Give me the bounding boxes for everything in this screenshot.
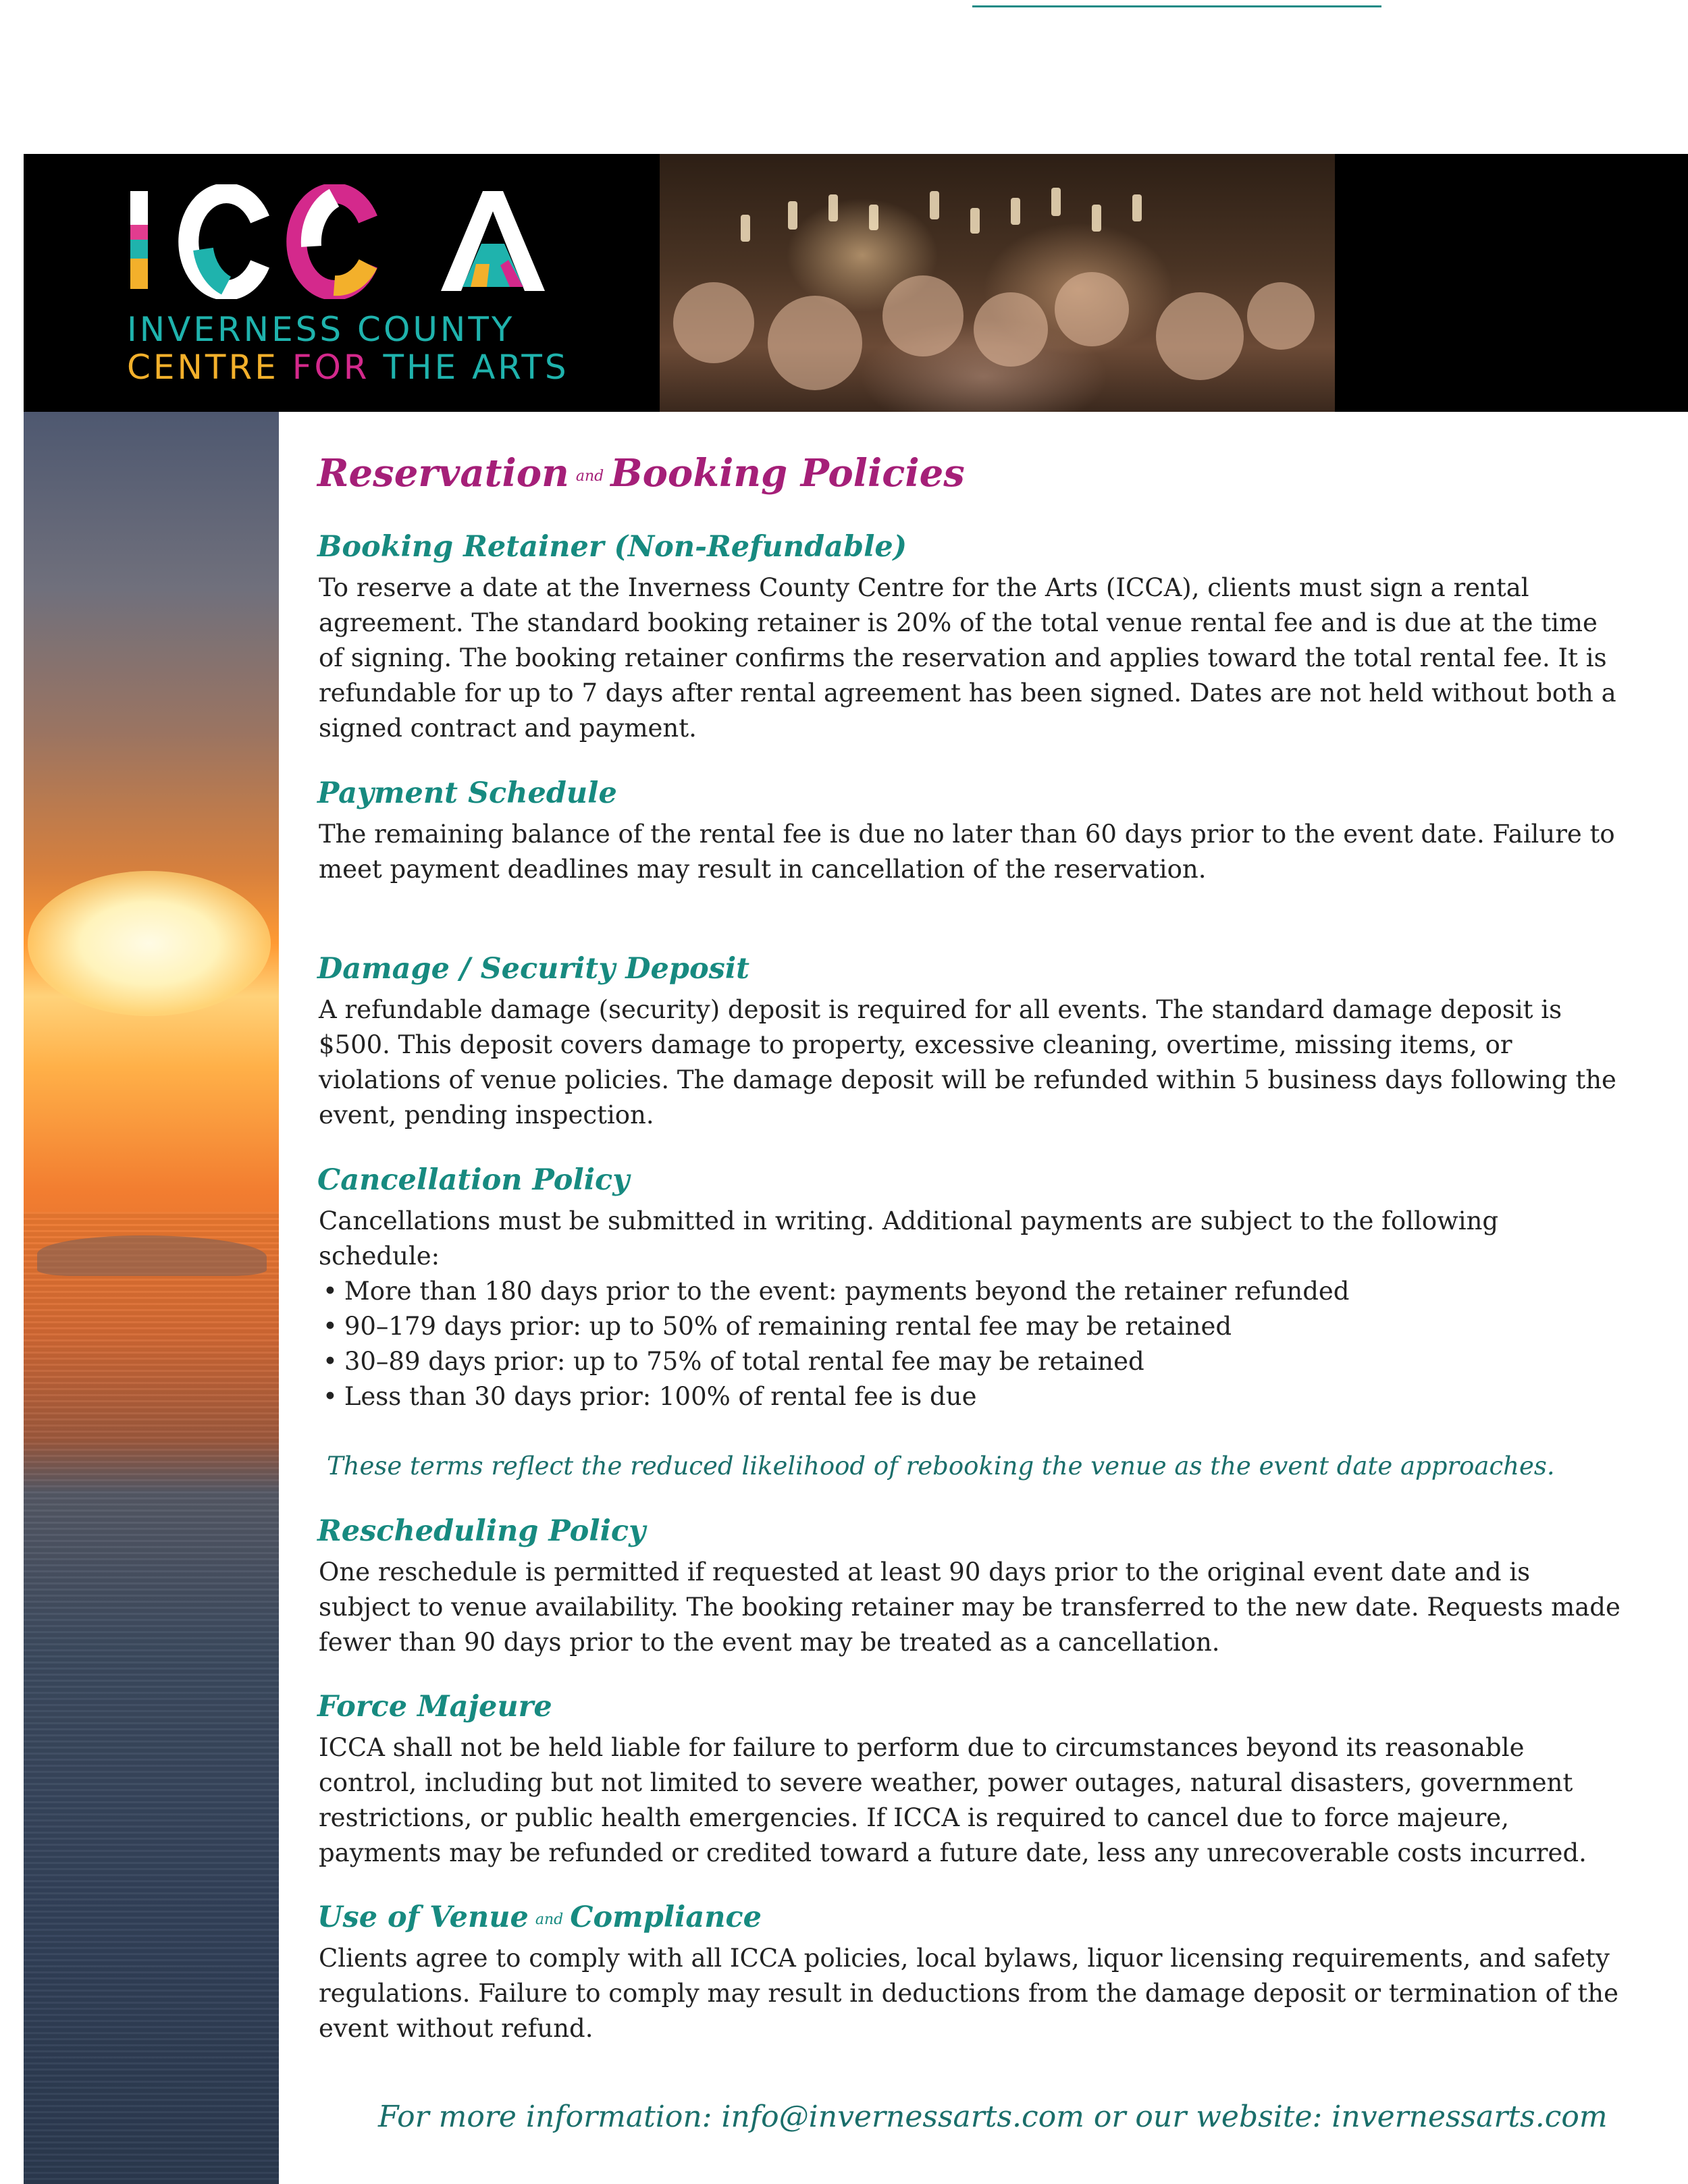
compliance-heading-conjunction: and — [535, 1911, 564, 1928]
toast-glasses-illustration — [660, 154, 1335, 412]
compliance-heading-part2: Compliance — [570, 1900, 762, 1934]
sea-waves — [24, 1212, 279, 2184]
list-item: • 30–89 days prior: up to 75% of total rental fee may be retained — [323, 1344, 1606, 1379]
sunset-side-image — [24, 412, 279, 2184]
force-majeure-heading: Force Majeure — [317, 1690, 552, 1724]
damage-deposit-heading: Damage / Security Deposit — [317, 952, 750, 986]
compliance-heading-part1: Use of Venue — [317, 1900, 529, 1934]
page-title-conjunction: and — [575, 467, 604, 485]
cancellation-schedule-list — [323, 1274, 1606, 1414]
force-majeure-text: ICCA shall not be held liable for failure to perform due to circumstances beyond its reasonable control, including but not limited to severe weather, power outages, natural disasters, government restrictions, or public health emergencies. If ICCA is required to cancel due to force majeure, payments may be refunded or credited toward a future date, less any unrecoverable costs incurred. — [319, 1733, 1587, 1867]
top-divider-line — [972, 5, 1381, 7]
logo-name-line2 — [127, 348, 569, 387]
logo-name-line1: INVERNESS COUNTY — [127, 310, 515, 349]
booking-retainer-heading: Booking Retainer (Non-Refundable) — [317, 530, 907, 564]
logo-word-centre: CENTRE — [127, 348, 279, 387]
list-item: • More than 180 days prior to the event: payments beyond the retainer refunded — [323, 1274, 1606, 1309]
compliance-text: Clients agree to comply with all ICCA policies, local bylaws, liquor licensing requirements, and safety regulations. Failure to comply may result in deductions from the damage deposit or termination of the event without refund. — [319, 1944, 1618, 2043]
page-title-part1: Reservation — [317, 451, 569, 496]
celebration-photo — [660, 154, 1335, 412]
rescheduling-policy-heading: Rescheduling Policy — [317, 1514, 646, 1548]
logo-word-for: FOR — [292, 348, 370, 387]
cancellation-note: These terms reflect the reduced likelihood of rebooking the venue as the event date approaches. — [327, 1451, 1555, 1481]
icca-letters-logo — [125, 184, 564, 299]
page-title-part2: Booking Policies — [610, 451, 965, 496]
rescheduling-policy-text: One reschedule is permitted if requested at least 90 days prior to the original event date and is subject to venue availability. The booking retainer may be transferred to the new date. Requests made fewer than 90 days prior to the event may be treated as a cancellation. — [319, 1557, 1620, 1657]
booking-retainer-text: To reserve a date at the Inverness County Centre for the Arts (ICCA), clients must sign a rental agreement. The standard booking retainer is 20% of the total venue rental fee and is due at the time of signing. The booking retainer confirms the reservation and applies toward the total rental fee. It is refundable for up to 7 days after rental agreement has been signed. Dates are not held without both a signed contract and payment. — [319, 573, 1616, 743]
payment-schedule-heading: Payment Schedule — [317, 776, 617, 810]
compliance-heading — [317, 1900, 762, 1934]
page-title — [317, 451, 965, 496]
damage-deposit-text: A refundable damage (security) deposit is required for all events. The standard damage deposit is $500. This deposit covers damage to property, excessive cleaning, overtime, missing items, or violations of venue policies. The damage deposit will be refunded within 5 business days following the event, pending inspection. — [319, 995, 1616, 1129]
cancellation-policy-text: Cancellations must be submitted in writing. Additional payments are subject to the following schedule: — [319, 1206, 1499, 1271]
footer-contact-info: For more information: info@invernessarts.com or our website: invernessarts.com — [378, 2100, 1608, 2134]
cancellation-policy-heading: Cancellation Policy — [317, 1163, 630, 1197]
list-item: • 90–179 days prior: up to 50% of remaining rental fee may be retained — [323, 1309, 1606, 1344]
icca-logo — [125, 184, 569, 387]
sun-glow — [28, 871, 271, 1016]
island-silhouette — [37, 1235, 267, 1276]
payment-schedule-text: The remaining balance of the rental fee is due no later than 60 days prior to the event date. Failure to meet payment deadlines may result in cancellation of the reservation. — [319, 820, 1615, 884]
logo-word-the-arts: THE ARTS — [383, 348, 569, 387]
list-item: • Less than 30 days prior: 100% of rental fee is due — [323, 1379, 1606, 1414]
